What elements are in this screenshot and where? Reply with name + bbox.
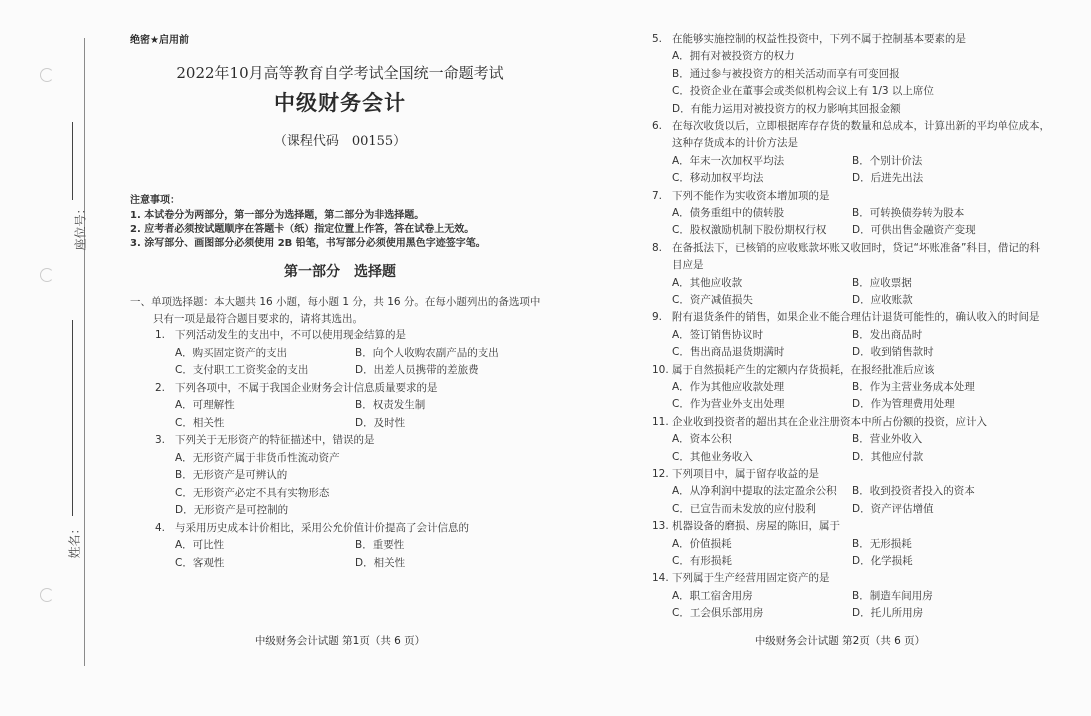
section-intro: 只有一项是最符合题目要求的，请将其选出。 [153, 313, 363, 325]
part-title: 第一部分 选择题 [284, 264, 396, 280]
subject-title: 中级财务会计 [274, 90, 406, 115]
option-c: C．有形损耗 [672, 555, 732, 567]
question-stem: 与采用历史成本计价相比，采用公允价值计价提高了会计信息的 [175, 521, 469, 534]
question-stem: 在能够实施控制的权益性投资中，下列不属于控制基本要素的是 [672, 33, 966, 45]
question-stem: 下列活动发生的支出中，不可以使用现金结算的是 [175, 329, 406, 341]
page-footer: 中级财务会计试题 第1页（共 6 页） [254, 635, 426, 647]
option-c: C．股权激励机制下股份期权行权 [672, 224, 827, 237]
option-d: D．收到销售款时 [852, 346, 934, 359]
option-b: B．应收票据 [852, 276, 912, 289]
option-c: C．作为营业外支出处理 [672, 398, 785, 411]
question-number: 10. [652, 363, 669, 376]
option-a: A．无形资产属于非货币性流动资产 [175, 451, 340, 464]
question-number: 3. [155, 434, 166, 446]
option-c: C．投资企业在董事会或类似机构会议上有 1/3 以上席位 [672, 85, 934, 98]
option-d: D．其他应付款 [852, 450, 924, 463]
option-d: D．资产评估增值 [852, 502, 934, 515]
option-a: A．作为其他应收款处理 [672, 381, 785, 393]
question-stem: 目应是 [672, 259, 704, 272]
question-number: 13. [652, 520, 669, 533]
question-stem: 下列关于无形资产的特征描述中，错误的是 [175, 434, 375, 446]
question-stem: 企业收到投资者的超出其在企业注册资本中所占份额的投资，应计入 [672, 415, 987, 428]
option-b: B．重要性 [355, 539, 405, 551]
binding-hole [40, 268, 54, 282]
binding-margin-line [84, 38, 85, 666]
option-b: B．收到投资者投入的资本 [852, 485, 975, 498]
option-d: D．后进先出法 [852, 172, 924, 185]
option-d: D．应收账款 [852, 294, 913, 306]
option-c: C．支付职工工资奖金的支出 [175, 364, 309, 376]
question-stem: 在每次收货以后，立即根据库存存货的数量和总成本，计算出新的平均单位成本， [672, 120, 1050, 132]
section-intro: 一、单项选择题：本大题共 16 小题，每小题 1 分，共 16 分。在每小题列出的备选项中 [130, 296, 541, 308]
option-a: A．其他应收款 [672, 276, 743, 289]
option-b: B．无形损耗 [852, 537, 912, 550]
option-c: C．工会俱乐部用房 [672, 607, 764, 620]
option-b: B．通过参与被投资方的相关活动而享有可变回报 [672, 67, 900, 80]
option-d: D．及时性 [355, 416, 406, 429]
seat-number-label: 座位号： [73, 202, 88, 251]
option-b: B．向个人收购农副产品的支出 [355, 346, 499, 359]
question-number: 5. [652, 33, 663, 45]
option-a: A．拥有对被投资方的权力 [672, 50, 795, 63]
option-a: A．资本公积 [672, 433, 732, 446]
question-number: 7. [652, 189, 663, 202]
question-number: 1. [155, 329, 166, 341]
name-blank [72, 320, 73, 516]
option-a: A．职工宿舍用房 [672, 589, 753, 602]
option-d: D．出差人员携带的差旅费 [355, 364, 479, 376]
option-c: C．其他业务收入 [672, 450, 753, 463]
question-number: 4. [155, 521, 166, 534]
question-stem: 机器设备的磨损、房屋的陈旧，属于 [672, 520, 840, 533]
option-c: C．已宣告而未发放的应付股利 [672, 502, 816, 515]
question-stem: 下列各项中，不属于我国企业财务会计信息质量要求的是 [175, 381, 438, 394]
option-b: B．可转换债券转为股本 [852, 207, 965, 219]
option-b: B．营业外收入 [852, 433, 923, 446]
option-c: C．移动加权平均法 [672, 172, 764, 185]
option-a: A．购买固定资产的支出 [175, 346, 288, 359]
option-d: D．无形资产是可控制的 [175, 504, 289, 516]
question-stem: 属于自然损耗产生的定额内存货损耗，在报经批准后应该 [672, 363, 935, 376]
option-d: D．化学损耗 [852, 555, 913, 567]
binding-hole [40, 588, 54, 602]
notice-heading: 注意事项： [130, 195, 180, 206]
option-a: A．签订销售协议时 [672, 328, 764, 341]
exam-title: 2022年10月高等教育自学考试全国统一命题考试 [176, 64, 504, 82]
option-b: B．无形资产是可辨认的 [175, 469, 288, 481]
seat-number-blank [72, 122, 73, 200]
option-d: D．有能力运用对被投资方的权力影响其回报金额 [672, 102, 901, 115]
binding-hole [40, 68, 54, 82]
option-d: D．托儿所用房 [852, 607, 924, 620]
option-c: C．客观性 [175, 556, 225, 569]
page-footer: 中级财务会计试题 第2页（共 6 页） [754, 635, 926, 647]
question-stem: 在备抵法下，已核销的应收账款坏账又收回时，贷记“坏账准备”科目，借记的科 [672, 241, 1040, 254]
option-c: C．售出商品退货期满时 [672, 346, 785, 359]
question-number: 6. [652, 120, 663, 132]
option-a: A．价值损耗 [672, 537, 732, 550]
option-a: A．可理解性 [175, 399, 235, 411]
option-d: D．相关性 [355, 556, 406, 569]
option-b: B．个别计价法 [852, 154, 923, 167]
question-number: 2. [155, 381, 166, 394]
course-code: （课程代码 00155） [273, 134, 407, 149]
question-stem: 下列不能作为实收资本增加项的是 [672, 189, 830, 202]
option-a: A．债务重组中的债转股 [672, 207, 785, 219]
question-number: 9. [652, 311, 663, 324]
notice-item: 2. 应考者必须按试题顺序在答题卡（纸）指定位置上作答，答在试卷上无效。 [130, 224, 475, 235]
question-number: 12. [652, 468, 669, 480]
option-b: B．发出商品时 [852, 328, 923, 341]
notice-item: 1. 本试卷分为两部分，第一部分为选择题，第二部分为非选择题。 [130, 210, 425, 221]
option-b: B．制造车间用房 [852, 589, 933, 602]
option-a: A．可比性 [175, 539, 225, 551]
question-stem: 附有退货条件的销售，如果企业不能合理估计退货可能性的，确认收入的时间是 [672, 311, 1040, 324]
option-c: C．资产减值损失 [672, 294, 753, 306]
question-stem: 下列属于生产经营用固定资产的是 [672, 572, 830, 585]
option-b: B．作为主营业务成本处理 [852, 381, 975, 393]
option-c: C．相关性 [175, 416, 225, 429]
question-stem: 这种存货成本的计价方法是 [672, 137, 798, 150]
question-stem: 下列项目中，属于留存收益的是 [672, 468, 819, 480]
question-number: 14. [652, 572, 669, 585]
notice-item: 3. 涂写部分、画图部分必须使用 2B 铅笔，书写部分必须使用黑色字迹签字笔。 [130, 238, 486, 249]
option-b: B．权责发生制 [355, 399, 426, 411]
question-number: 8. [652, 241, 663, 254]
option-d: D．可供出售金融资产变现 [852, 224, 976, 237]
name-label: 姓名： [67, 522, 82, 559]
option-a: A．从净利润中提取的法定盈余公积 [672, 485, 837, 498]
secret-mark: 绝密★启用前 [130, 35, 189, 46]
option-a: A．年末一次加权平均法 [672, 154, 785, 167]
option-c: C．无形资产必定不具有实物形态 [175, 486, 330, 499]
option-d: D．作为管理费用处理 [852, 398, 955, 411]
question-number: 11. [652, 415, 669, 428]
